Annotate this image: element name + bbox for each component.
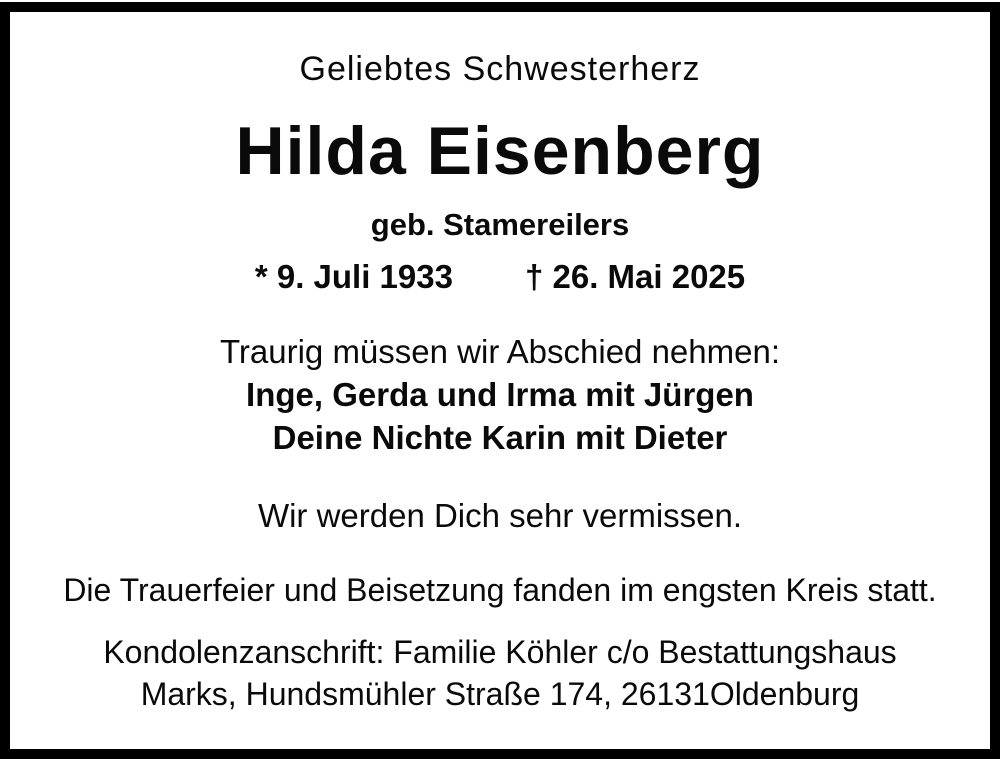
deceased-name: Hilda Eisenberg — [235, 113, 765, 189]
intro-line: Traurig müssen wir Abschied nehmen: — [219, 333, 781, 370]
death-date: † 26. Mai 2025 — [524, 258, 746, 295]
funeral-note: Die Trauerfeier und Beisetzung fanden im engsten Kreis statt. — [63, 572, 937, 608]
dedication-line: Geliebtes Schwesterherz — [299, 50, 701, 88]
condolence-address-line-1: Kondolenzanschrift: Familie Köhler c/o Bestattungshaus — [103, 634, 897, 670]
condolence-address-line-2: Marks, Hundsmühler Straße 174, 26131Oldenburg — [140, 676, 860, 712]
maiden-name: geb. Stamereilers — [370, 207, 630, 242]
birth-date: * 9. Juli 1933 — [254, 258, 453, 295]
mourners-line-1: Inge, Gerda und Irma mit Jürgen — [246, 376, 754, 413]
farewell-line: Wir werden Dich sehr vermissen. — [257, 497, 743, 534]
life-dates — [0, 258, 1000, 296]
mourners-line-2: Deine Nichte Karin mit Dieter — [272, 419, 728, 456]
